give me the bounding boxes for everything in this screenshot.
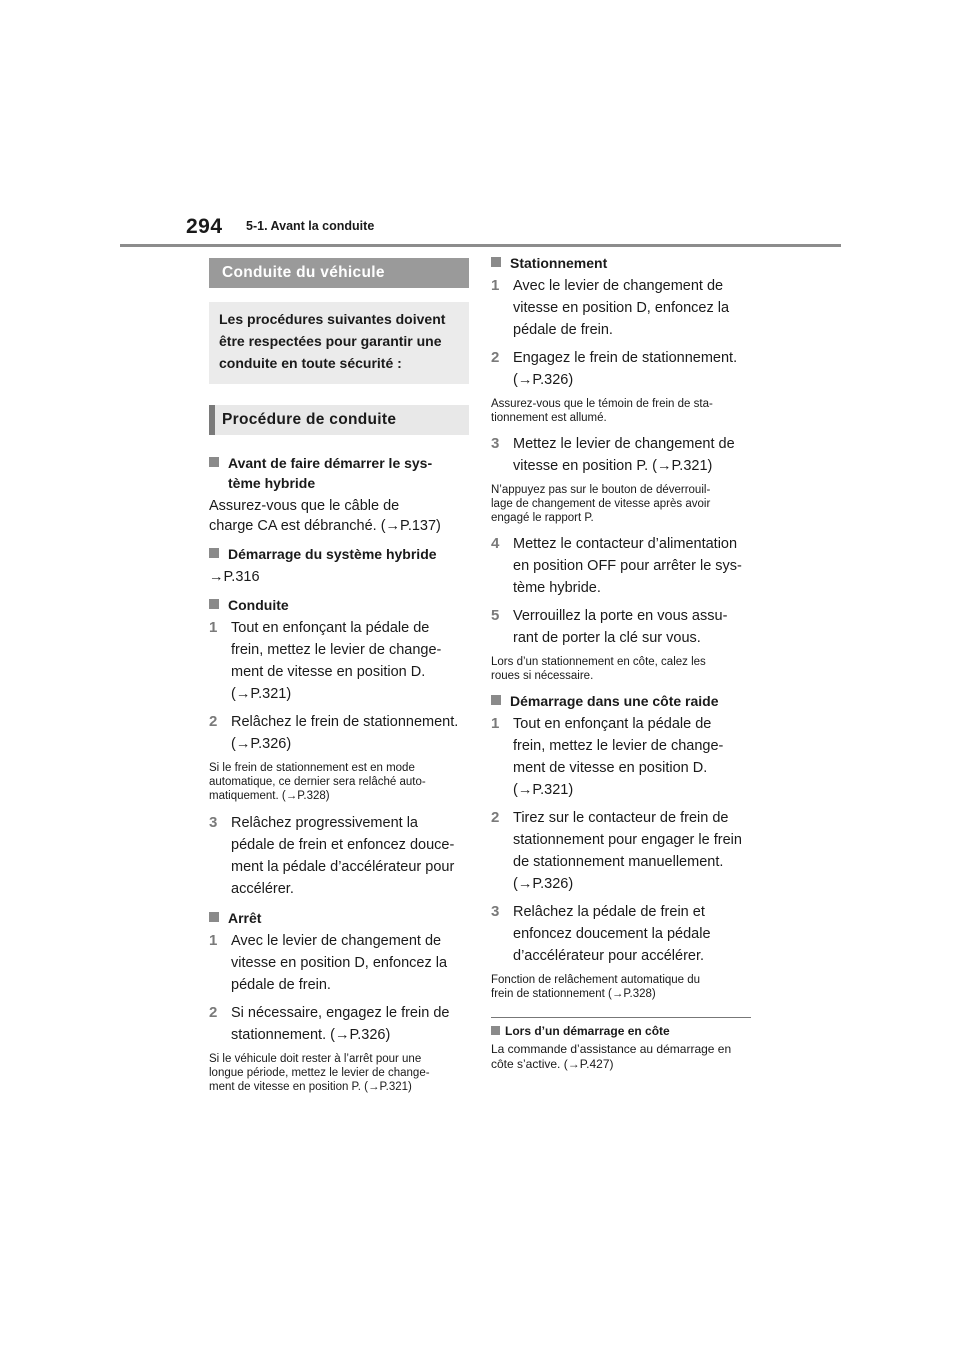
step-line: rant de porter la clé sur vous. [513, 630, 701, 646]
note-line: tionnement est allumé. [491, 412, 607, 424]
subhead-parking [491, 253, 751, 273]
step-number: 5 [491, 607, 500, 624]
intro-line: être respectées pour garantir une [219, 333, 442, 349]
step-line: frein, mettez le levier de change- [513, 738, 724, 754]
page-number: 294 [186, 215, 223, 238]
note-line: frein de stationnement (→P.328) [491, 988, 656, 1000]
step-line: (→P.326) [513, 876, 574, 892]
subhead-line: Stationnement [510, 255, 608, 271]
step-line: Relâchez le frein de stationnement. [231, 714, 459, 730]
step-number: 2 [491, 809, 500, 826]
left-column [209, 258, 469, 1094]
note-line: côte s’active. (→P.427) [491, 1057, 614, 1071]
note-line: Assurez-vous que le témoin de frein de sta- [491, 398, 713, 410]
note-line: Si le véhicule doit rester à l’arrêt pour une [209, 1053, 422, 1065]
square-bullet-icon [209, 548, 219, 558]
parking-step-5 [491, 605, 751, 649]
note-line: Si le frein de stationnement est en mode [209, 762, 415, 774]
text-line: charge CA est débranché. (→P.137) [209, 518, 441, 534]
note-line: ment de vitesse en position P. (→P.321) [209, 1081, 412, 1093]
step-line: pédale de frein. [231, 977, 331, 993]
step-line: Tirez sur le contacteur de frein de [513, 810, 729, 826]
parking-note-1 [491, 397, 751, 425]
step-line: d’accélérateur pour accélérer. [513, 948, 705, 964]
step-number: 1 [491, 715, 500, 732]
subhead-before-start [209, 453, 469, 493]
subhead-line: Démarrage du système hybride [228, 546, 437, 562]
step-line: pédale de frein et enfoncez douce- [231, 837, 455, 853]
parking-step-4 [491, 533, 751, 599]
start-system-ref: →P.316 [209, 569, 260, 585]
step-line: Avec le levier de changement de [513, 278, 724, 294]
step-line: (→P.326) [513, 372, 574, 388]
step-line: Relâchez la pédale de frein et [513, 904, 705, 920]
subhead-line: tème hybride [228, 475, 316, 491]
driving-step-1 [209, 617, 469, 705]
subhead-stop [209, 908, 469, 928]
note-line: engagé le rapport P. [491, 512, 594, 524]
square-bullet-icon [209, 912, 219, 922]
square-bullet-icon [209, 599, 219, 609]
stop-step-1 [209, 930, 469, 996]
note-line: Fonction de relâchement automatique du [491, 974, 701, 986]
note-line: lage de changement de vitesse après avoir [491, 498, 711, 510]
parking-step-3 [491, 433, 751, 477]
subhead-line: Conduite [228, 597, 289, 613]
step-line: vitesse en position P. (→P.321) [513, 458, 713, 474]
section-label: 5-1. Avant la conduite [246, 219, 375, 233]
note-line: matiquement. (→P.328) [209, 790, 330, 802]
step-line: Mettez le levier de changement de [513, 436, 735, 452]
square-bullet-icon [491, 1026, 500, 1035]
hill-step-1 [491, 713, 751, 801]
square-bullet-icon [491, 695, 501, 705]
hill-assist-text [491, 1042, 751, 1072]
note-line: automatique, ce dernier sera relâché auto- [209, 776, 426, 788]
stop-note [209, 1052, 469, 1094]
driving-step-3 [209, 812, 469, 900]
step-line: (→P.321) [513, 782, 574, 798]
step-line: vitesse en position D, enfoncez la [231, 955, 448, 971]
header-rule [120, 244, 841, 247]
step-line: ment de vitesse en position D. [231, 664, 426, 680]
step-line: Tout en enfonçant la pédale de [513, 716, 712, 732]
step-line: de stationnement manuellement. [513, 854, 724, 870]
subhead-hill-assist [491, 1023, 751, 1039]
step-line: Relâchez progressivement la [231, 815, 418, 831]
step-number: 4 [491, 535, 500, 552]
intro-box [209, 302, 469, 384]
step-line: ment de vitesse en position D. [513, 760, 708, 776]
hill-note [491, 973, 751, 1001]
subhead-driving [209, 595, 469, 615]
step-number: 3 [491, 903, 500, 920]
before-start-text [209, 496, 469, 536]
parking-step-2 [491, 347, 751, 391]
procedure-bar: Procédure de conduite [209, 405, 469, 435]
subhead-line: Démarrage dans une côte raide [510, 693, 719, 709]
subhead-line: Arrêt [228, 910, 262, 926]
subhead-line: Avant de faire démarrer le sys- [228, 455, 433, 471]
step-line: vitesse en position D, enfoncez la [513, 300, 730, 316]
note-line: longue période, mettez le levier de change- [209, 1067, 430, 1079]
step-number: 2 [209, 1004, 218, 1021]
hill-step-3 [491, 901, 751, 967]
step-line: Tout en enfonçant la pédale de [231, 620, 430, 636]
step-number: 2 [491, 349, 500, 366]
step-number: 1 [209, 619, 218, 636]
step-number: 1 [491, 277, 500, 294]
step-line: ment la pédale d’accélérateur pour [231, 859, 455, 875]
note-line: Lors d’un stationnement en côte, calez les [491, 656, 706, 668]
subhead-hill-start [491, 691, 751, 711]
step-line: pédale de frein. [513, 322, 613, 338]
step-line: (→P.321) [231, 686, 292, 702]
subhead-line: Lors d’un démarrage en côte [505, 1024, 670, 1038]
title-bar: Conduite du véhicule [209, 258, 469, 288]
step-line: (→P.326) [231, 736, 292, 752]
section-divider [491, 1017, 751, 1018]
step-number: 2 [209, 713, 218, 730]
stop-step-2 [209, 1002, 469, 1046]
step-line: Verrouillez la porte en vous assu- [513, 608, 728, 624]
step-line: Engagez le frein de stationnement. [513, 350, 738, 366]
step-line: enfoncez doucement la pédale [513, 926, 711, 942]
step-line: tème hybride. [513, 580, 601, 596]
intro-line: Les procédures suivantes doivent [219, 311, 446, 327]
step-line: Mettez le contacteur d’alimentation [513, 536, 738, 552]
step-number: 1 [209, 932, 218, 949]
step-line: stationnement. (→P.326) [231, 1027, 391, 1043]
note-line: N’appuyez pas sur le bouton de déverrouil- [491, 484, 711, 496]
step-line: frein, mettez le levier de change- [231, 642, 442, 658]
step-line: en position OFF pour arrêter le sys- [513, 558, 742, 574]
parking-step-1 [491, 275, 751, 341]
step-line: Avec le levier de changement de [231, 933, 442, 949]
step-number: 3 [209, 814, 218, 831]
driving-note [209, 761, 469, 803]
square-bullet-icon [491, 257, 501, 267]
note-line: roues si nécessaire. [491, 670, 594, 682]
parking-note-3 [491, 655, 751, 683]
step-line: stationnement pour engager le frein [513, 832, 742, 848]
note-line: La commande d’assistance au démarrage en [491, 1042, 732, 1056]
subhead-start-system [209, 544, 469, 564]
text-line: Assurez-vous que le câble de [209, 498, 400, 514]
parking-note-2 [491, 483, 751, 525]
right-column [491, 253, 751, 1072]
hill-step-2 [491, 807, 751, 895]
driving-step-2 [209, 711, 469, 755]
step-line: Si nécessaire, engagez le frein de [231, 1005, 450, 1021]
intro-line: conduite en toute sécurité : [219, 355, 402, 371]
step-number: 3 [491, 435, 500, 452]
step-line: accélérer. [231, 881, 294, 897]
square-bullet-icon [209, 457, 219, 467]
